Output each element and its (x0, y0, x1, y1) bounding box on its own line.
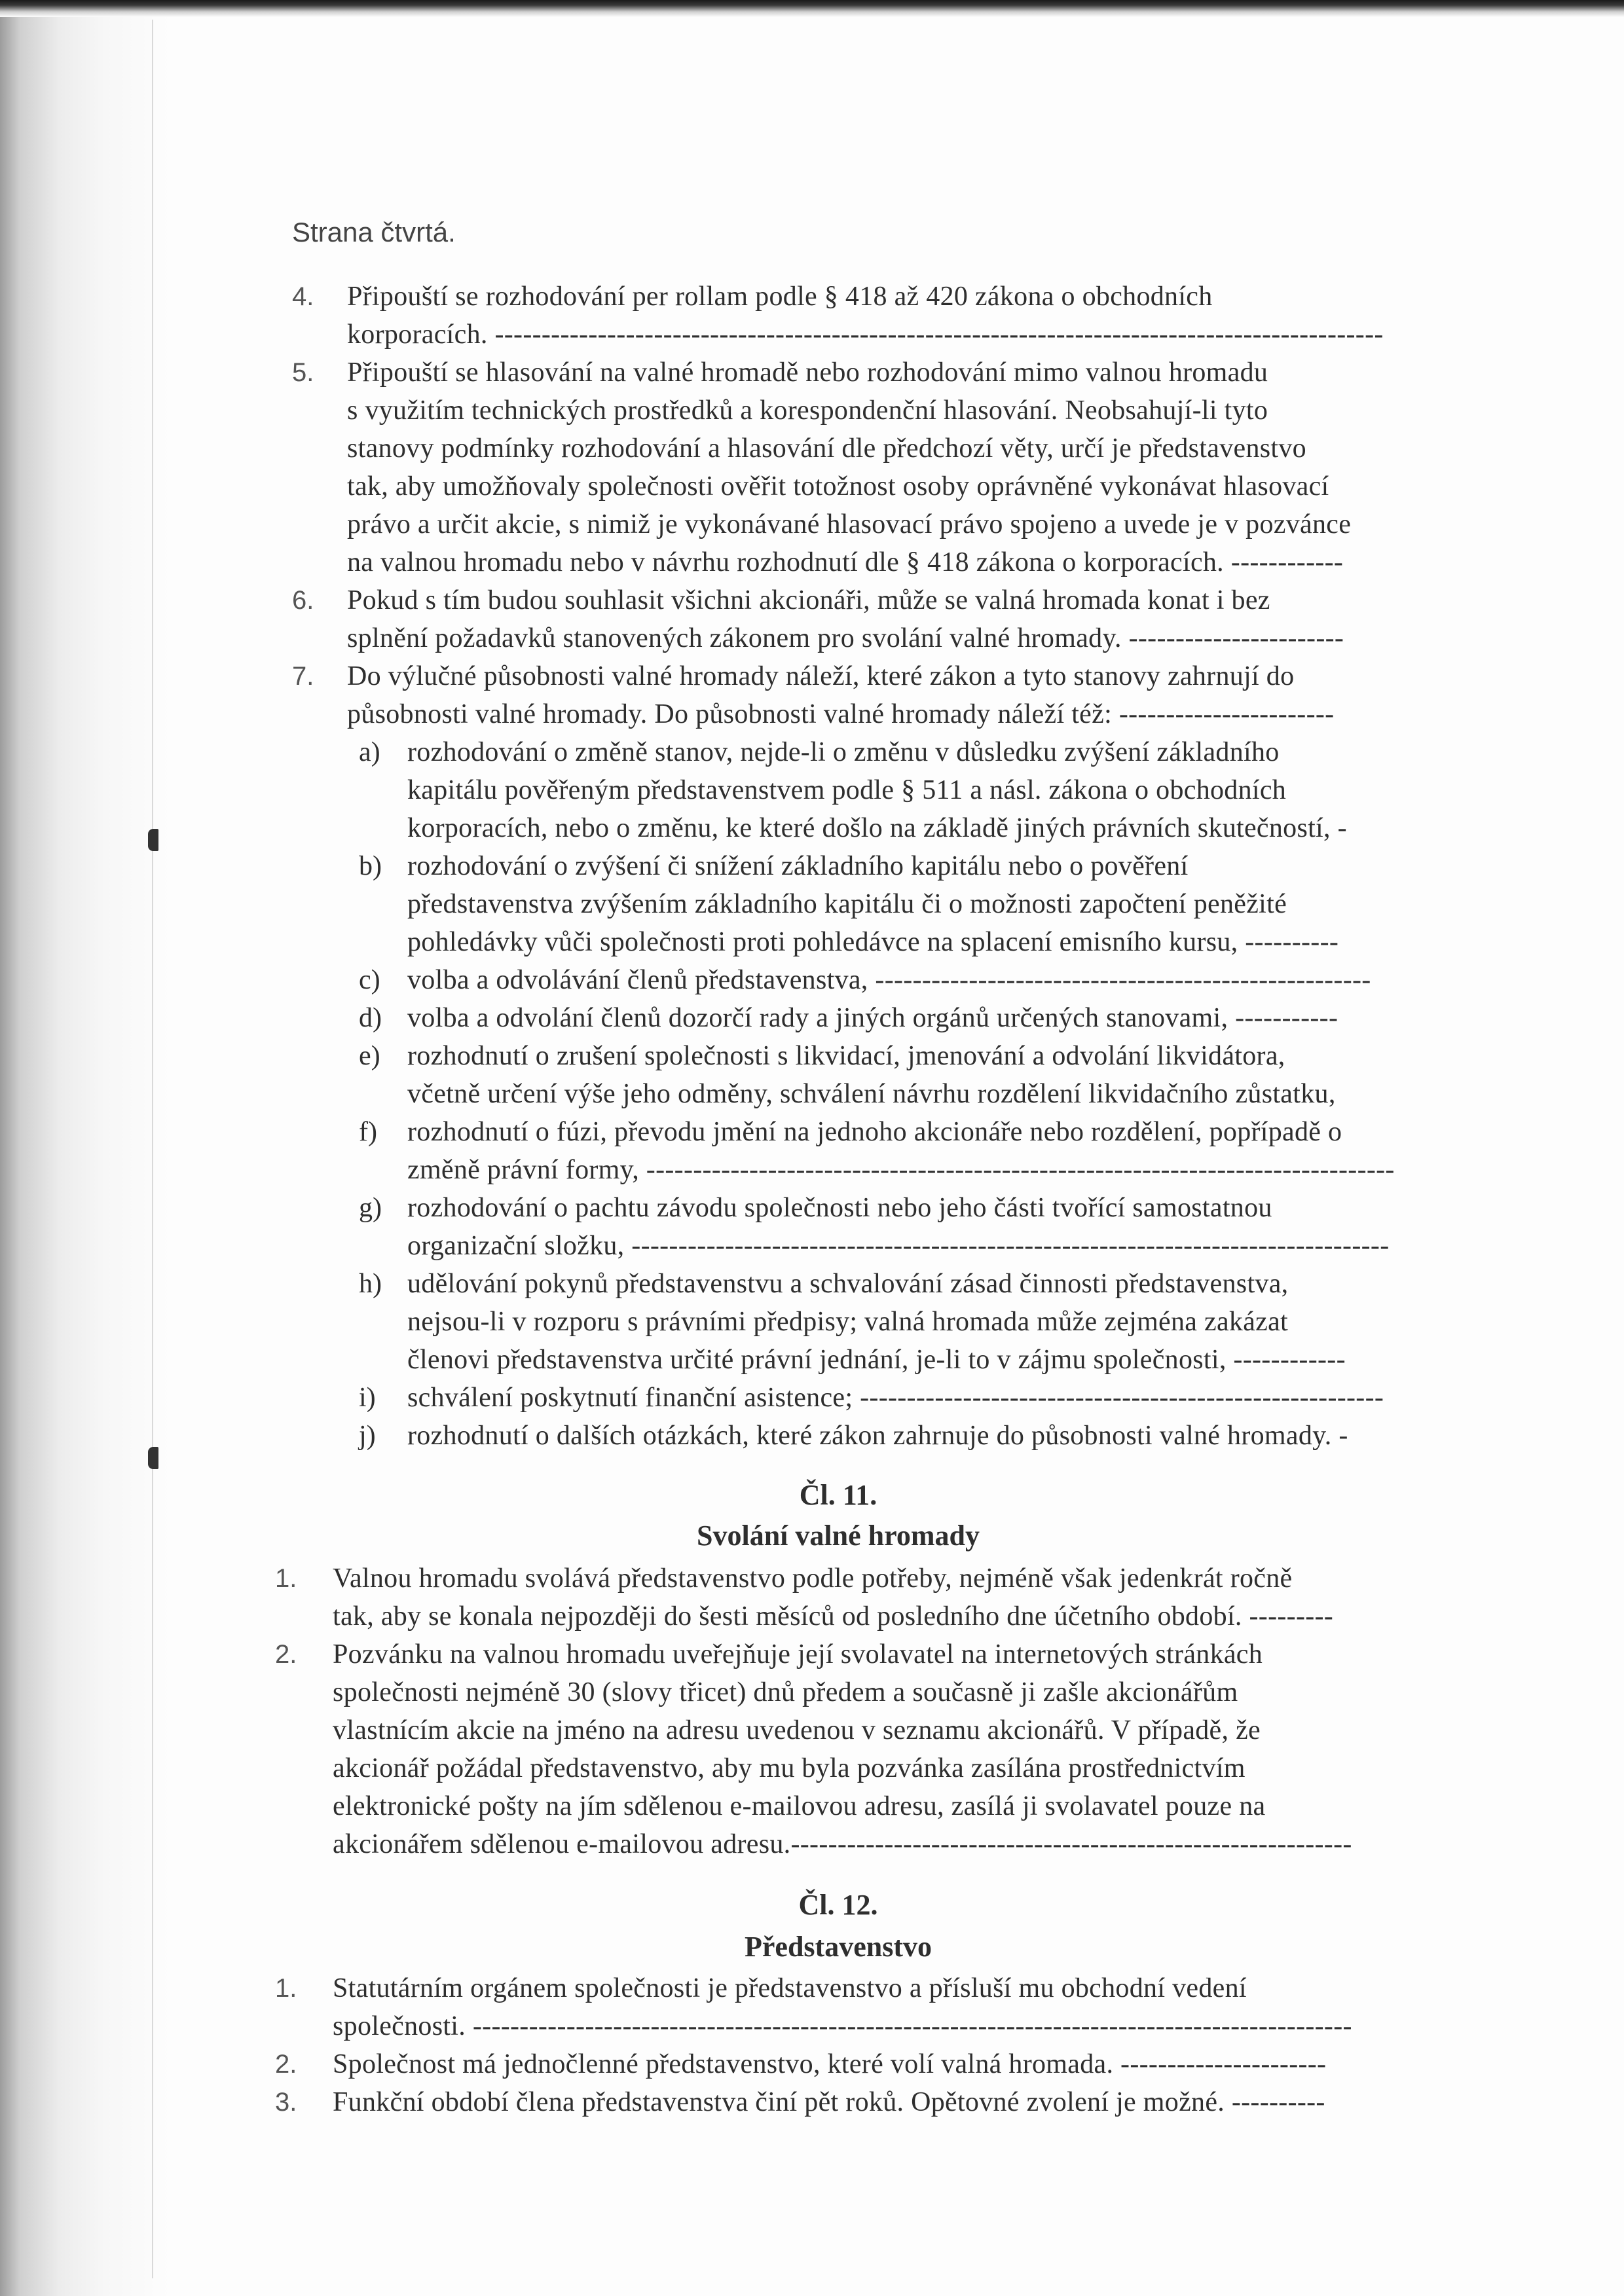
punch-hole-mark (148, 1447, 158, 1469)
paragraph-line: akcionářem sdělenou e-mailovou adresu.------------------------------------------------------------ (333, 1829, 1352, 1859)
paragraph-line: společnosti nejméně 30 (slovy třicet) dnů předem a současně ji zašle akcionářům (333, 1677, 1238, 1707)
paragraph-line: Pozvánku na valnou hromadu uveřejňuje její svolavatel na internetových stránkách (333, 1639, 1263, 1669)
paragraph-line: tak, aby umožňovaly společnosti ověřit totožnost osoby oprávněné vykonávat hlasovací (347, 471, 1329, 501)
sub-item-line: organizační složku, --------------------------------------------------------------------------------- (407, 1231, 1390, 1261)
paragraph-line: Připouští se hlasování na valné hromadě nebo rozhodování mimo valnou hromadu (347, 357, 1268, 388)
spine-fold-line (152, 20, 153, 2278)
item-number: 7. (292, 662, 314, 691)
item-number: 3. (275, 2088, 297, 2117)
paragraph-line: s využitím technických prostředků a korespondenční hlasování. Neobsahují-li tyto (347, 395, 1268, 426)
page-label: Strana čtvrtá. (292, 217, 456, 247)
paragraph-line: splnění požadavků stanovených zákonem pro svolání valné hromady. ----------------------- (347, 623, 1344, 653)
paragraph-line: společnosti. ---------------------------------------------------------------------------------------------- (333, 2011, 1352, 2041)
article-number: Čl. 11. (799, 1479, 877, 1511)
sub-item-line: pohledávky vůči společnosti proti pohledávce na splacení emisního kursu, ---------- (407, 927, 1339, 957)
paragraph-line: Statutárním orgánem společnosti je představenstvo a přísluší mu obchodní vedení (333, 1973, 1247, 2003)
sub-item-letter: f) (359, 1117, 377, 1147)
paragraph-line: stanovy podmínky rozhodování a hlasování dle předchozí věty, určí je představenstvo (347, 433, 1306, 464)
paragraph-line: Připouští se rozhodování per rollam podle § 418 až 420 zákona o obchodních (347, 282, 1213, 312)
item-number: 2. (275, 1640, 297, 1669)
sub-item-line: volba a odvolání členů dozorčí rady a jiných orgánů určených stanovami, ----------- (407, 1003, 1338, 1033)
sub-item-letter: e) (359, 1041, 380, 1071)
paragraph-line: Pokud s tím budou souhlasit všichni akcionáři, může se valná hromada konat i bez (347, 585, 1270, 615)
sub-item-letter: i) (359, 1383, 376, 1413)
punch-hole-mark (148, 829, 158, 851)
paragraph-line: Funkční období člena představenstva činí pět roků. Opětovné zvolení je možné. ---------- (333, 2087, 1325, 2117)
scan-top-edge (0, 0, 1624, 17)
paragraph-line: Společnost má jednočlenné představenstvo, které volí valná hromada. ---------------------- (333, 2049, 1327, 2079)
sub-item-line: rozhodnutí o dalších otázkách, které zákon zahrnuje do působnosti valné hromady. - (407, 1421, 1348, 1451)
sub-item-letter: b) (359, 851, 382, 881)
sub-item-letter: j) (359, 1421, 376, 1451)
item-number: 1. (275, 1564, 297, 1593)
paragraph-line: Valnou hromadu svolává představenstvo podle potřeby, nejméně však jedenkrát ročně (333, 1563, 1293, 1594)
paragraph-line: tak, aby se konala nejpozději do šesti měsíců od posledního dne účetního období. --------- (333, 1601, 1334, 1631)
paragraph-line: Do výlučné působnosti valné hromady náleží, které zákon a tyto stanovy zahrnují do (347, 661, 1295, 691)
paragraph-line: působnosti valné hromady. Do působnosti valné hromady náleží též: ----------------------- (347, 699, 1335, 729)
paragraph-line: vlastnícím akcie na jméno na adresu uvedenou v seznamu akcionářů. V případě, že (333, 1715, 1261, 1745)
sub-item-line: udělování pokynů představenstvu a schvalování zásad činnosti představenstva, (407, 1269, 1289, 1299)
paragraph-line: na valnou hromadu nebo v návrhu rozhodnutí dle § 418 zákona o korporacích. ------------ (347, 547, 1344, 577)
paragraph-line: elektronické pošty na jím sdělenou e-mailovou adresu, zasílá ji svolavatel pouze na (333, 1791, 1266, 1821)
item-number: 6. (292, 586, 314, 615)
sub-item-line: změně právní formy, -------------------------------------------------------------------------------- (407, 1155, 1395, 1185)
sub-item-line: rozhodnutí o zrušení společnosti s likvidací, jmenování a odvolání likvidátora, (407, 1041, 1285, 1071)
article-title: Svolání valné hromady (697, 1520, 980, 1552)
sub-item-line: představenstva zvýšením základního kapitálu či o možnosti započtení peněžité (407, 889, 1287, 919)
sub-item-line: včetně určení výše jeho odměny, schválení návrhu rozdělení likvidačního zůstatku, (407, 1079, 1336, 1109)
sub-item-letter: c) (359, 965, 380, 995)
article-title: Představenstvo (745, 1931, 932, 1963)
sub-item-letter: g) (359, 1193, 382, 1223)
sub-item-line: schválení poskytnutí finanční asistence; -------------------------------------------------------- (407, 1383, 1384, 1413)
binding-edge (0, 0, 170, 2296)
sub-item-line: rozhodování o změně stanov, nejde-li o změnu v důsledku zvýšení základního (407, 737, 1280, 767)
sub-item-line: korporacích, nebo o změnu, ke které došlo na základě jiných právních skutečností, - (407, 813, 1347, 843)
sub-item-line: nejsou-li v rozporu s právními předpisy; valná hromada může zejména zakázat (407, 1307, 1289, 1337)
sub-item-line: volba a odvolávání členů představenstva, ----------------------------------------------------- (407, 965, 1371, 995)
sub-item-line: rozhodování o zvýšení či snížení základního kapitálu nebo o pověření (407, 851, 1189, 881)
sub-item-line: rozhodování o pachtu závodu společnosti nebo jeho části tvořící samostatnou (407, 1193, 1272, 1223)
sub-item-letter: a) (359, 737, 380, 767)
item-number: 5. (292, 358, 314, 387)
paragraph-line: korporacích. ----------------------------------------------------------------------------------------------- (347, 319, 1384, 350)
paragraph-line: právo a určit akcie, s nimiž je vykonávané hlasovací právo spojeno a uvede je v pozvánce (347, 509, 1352, 539)
paragraph-line: akcionář požádal představenstvo, aby mu byla pozvánka zasílána prostřednictvím (333, 1753, 1246, 1783)
article-number: Čl. 12. (798, 1889, 878, 1921)
item-number: 4. (292, 282, 314, 311)
item-number: 1. (275, 1974, 297, 2003)
item-number: 2. (275, 2050, 297, 2079)
sub-item-line: kapitálu pověřeným představenstvem podle § 511 a násl. zákona o obchodních (407, 775, 1287, 805)
sub-item-letter: d) (359, 1003, 382, 1033)
sub-item-line: rozhodnutí o fúzi, převodu jmění na jednoho akcionáře nebo rozdělení, popřípadě o (407, 1117, 1342, 1147)
sub-item-line: členovi představenstva určité právní jednání, je-li to v zájmu společnosti, ------------ (407, 1345, 1346, 1375)
sub-item-letter: h) (359, 1269, 382, 1299)
